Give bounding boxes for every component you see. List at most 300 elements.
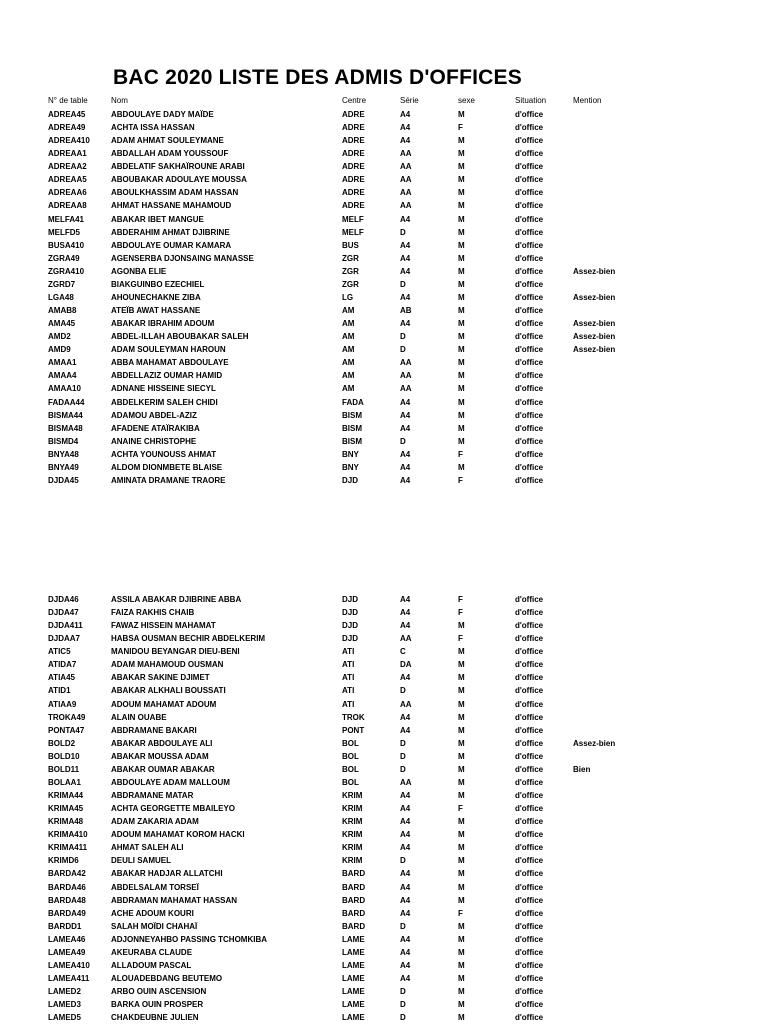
serie-cell: D	[400, 764, 406, 774]
centre-cell: ATI	[342, 660, 355, 670]
mention-cell: Assez-bien	[573, 345, 616, 355]
centre-cell: DJD	[342, 595, 359, 604]
table-number-cell: AMA45	[48, 319, 76, 329]
table-number-cell: LAMEA49	[48, 947, 86, 957]
situation-cell: d'office	[515, 712, 544, 722]
header-mention: Mention	[573, 96, 602, 105]
table-row	[0, 881, 768, 894]
name-cell: HABSA OUSMAN BECHIR ABDELKERIM	[111, 634, 266, 644]
centre-cell: ADRE	[342, 110, 365, 119]
table-number-cell: BUSA410	[48, 240, 85, 250]
centre-cell: DJD	[342, 634, 359, 644]
serie-cell: A4	[400, 934, 411, 944]
situation-cell: d'office	[515, 279, 544, 289]
centre-cell: ATI	[342, 686, 355, 696]
table-number-cell: AMD9	[48, 345, 71, 355]
table-row	[0, 186, 768, 199]
table-number-cell: ADREA410	[48, 136, 90, 146]
table-row	[0, 763, 768, 776]
table-number-cell: KRIMA411	[48, 843, 88, 853]
sexe-cell: M	[458, 201, 465, 211]
situation-cell: d'office	[515, 123, 544, 133]
name-cell: ARBO OUIN ASCENSION	[111, 987, 207, 997]
situation-cell: d'office	[515, 686, 544, 696]
name-cell: ABDERAHIM AHMAT DJIBRINE	[111, 227, 230, 237]
table-row	[0, 894, 768, 907]
situation-cell: d'office	[515, 410, 544, 420]
situation-cell: d'office	[515, 110, 544, 119]
situation-cell: d'office	[515, 436, 544, 446]
table-row	[0, 474, 768, 487]
name-cell: ACHTA GEORGETTE MBAILEYO	[111, 804, 235, 814]
name-cell: ALLADOUM PASCAL	[111, 960, 192, 970]
table-number-cell: FADAA44	[48, 397, 85, 407]
name-cell: SALAH MOÏDI CHAHAÏ	[111, 921, 198, 931]
serie-cell: A4	[400, 725, 411, 735]
centre-cell: BARD	[342, 869, 366, 879]
table-number-cell: LAMED2	[48, 987, 81, 997]
page-title: BAC 2020 LISTE DES ADMIS D'OFFICES	[113, 66, 522, 89]
sexe-cell: M	[458, 647, 465, 657]
name-cell: ABDRAMANE BAKARI	[111, 725, 197, 735]
centre-cell: BARD	[342, 921, 366, 931]
name-cell: AHMAT HASSANE MAHAMOUD	[111, 201, 232, 211]
table-number-cell: ATIAA9	[48, 699, 77, 709]
name-cell: ABAKAR MOUSSA ADAM	[111, 751, 209, 761]
table-number-cell: ADREA45	[48, 110, 86, 119]
situation-cell: d'office	[515, 777, 544, 787]
serie-cell: A4	[400, 397, 411, 407]
table-row	[0, 867, 768, 880]
centre-cell: LAME	[342, 974, 365, 984]
name-cell: FAIZA RAKHIS CHAIB	[111, 608, 195, 618]
situation-cell: d'office	[515, 660, 544, 670]
table-row	[0, 946, 768, 959]
header-sexe: sexe	[458, 96, 475, 105]
centre-cell: ADRE	[342, 136, 365, 146]
table-row	[0, 671, 768, 684]
sexe-cell: F	[458, 449, 463, 459]
sexe-cell: M	[458, 279, 465, 289]
serie-cell: A4	[400, 410, 411, 420]
table-row	[0, 920, 768, 933]
mention-cell: Assez-bien	[573, 292, 616, 302]
sexe-cell: M	[458, 738, 465, 748]
centre-cell: AM	[342, 319, 355, 329]
name-cell: ABOULKHASSIM ADAM HASSAN	[111, 188, 239, 198]
table-row	[0, 173, 768, 186]
name-cell: ABDEL-ILLAH ABOUBAKAR SALEH	[111, 332, 249, 342]
situation-cell: d'office	[515, 292, 544, 302]
table-row	[0, 160, 768, 173]
table-number-cell: MELFA41	[48, 214, 85, 224]
situation-cell: d'office	[515, 384, 544, 394]
name-cell: ADOUM MAHAMAT ADOUM	[111, 699, 217, 709]
table-row	[0, 461, 768, 474]
name-cell: ABDELLAZIZ OUMAR HAMID	[111, 371, 223, 381]
table-row	[0, 409, 768, 422]
situation-cell: d'office	[515, 987, 544, 997]
serie-cell: A4	[400, 475, 411, 485]
table-number-cell: KRIMA410	[48, 830, 88, 840]
sexe-cell: M	[458, 987, 465, 997]
situation-cell: d'office	[515, 240, 544, 250]
table-number-cell: ADREAA6	[48, 188, 87, 198]
table-number-cell: ADREAA1	[48, 149, 87, 159]
centre-cell: BISM	[342, 410, 362, 420]
serie-cell: D	[400, 921, 406, 931]
name-cell: ALAIN OUABE	[111, 712, 167, 722]
situation-cell: d'office	[515, 608, 544, 618]
name-cell: ADNANE HISSEINE SIECYL	[111, 384, 216, 394]
serie-cell: A4	[400, 974, 411, 984]
situation-cell: d'office	[515, 595, 544, 604]
table-row	[0, 278, 768, 291]
serie-cell: AA	[400, 358, 412, 368]
name-cell: CHAKDEUBNE JULIEN	[111, 1013, 199, 1023]
name-cell: AHOUNECHAKNE ZIBA	[111, 292, 201, 302]
name-cell: BIAKGUINBO EZECHIEL	[111, 279, 205, 289]
name-cell: ASSILA ABAKAR DJIBRINE ABBA	[111, 595, 242, 604]
serie-cell: A4	[400, 869, 411, 879]
table-row	[0, 698, 768, 711]
sexe-cell: M	[458, 686, 465, 696]
mention-cell: Assez-bien	[573, 319, 616, 329]
centre-cell: KRIM	[342, 843, 363, 853]
situation-cell: d'office	[515, 921, 544, 931]
table-number-cell: LGA48	[48, 292, 74, 302]
situation-cell: d'office	[515, 725, 544, 735]
centre-cell: KRIM	[342, 830, 363, 840]
serie-cell: A4	[400, 947, 411, 957]
table-row	[0, 645, 768, 658]
centre-cell: BOL	[342, 777, 359, 787]
situation-cell: d'office	[515, 188, 544, 198]
sexe-cell: M	[458, 817, 465, 827]
table-row	[0, 854, 768, 867]
name-cell: ACHE ADOUM KOURI	[111, 908, 194, 918]
sexe-cell: M	[458, 397, 465, 407]
serie-cell: AA	[400, 149, 412, 159]
table-number-cell: DJDAA7	[48, 634, 81, 644]
centre-cell: BOL	[342, 738, 359, 748]
table-number-cell: TROKA49	[48, 712, 86, 722]
table-number-cell: ADREAA2	[48, 162, 87, 172]
table-number-cell: BARDA42	[48, 869, 86, 879]
table-number-cell: KRIMD6	[48, 856, 79, 866]
sexe-cell: M	[458, 149, 465, 159]
table-number-cell: DJDA411	[48, 621, 83, 631]
table-row	[0, 422, 768, 435]
serie-cell: AA	[400, 162, 412, 172]
serie-cell: A4	[400, 621, 411, 631]
name-cell: BARKA OUIN PROSPER	[111, 1000, 204, 1010]
situation-cell: d'office	[515, 462, 544, 472]
table-row	[0, 108, 768, 121]
table-number-cell: KRIMA45	[48, 804, 84, 814]
situation-cell: d'office	[515, 634, 544, 644]
sexe-cell: M	[458, 266, 465, 276]
table-row	[0, 593, 768, 606]
sexe-cell: F	[458, 634, 463, 644]
centre-cell: KRIM	[342, 856, 363, 866]
table-number-cell: BARDD1	[48, 921, 82, 931]
table-row	[0, 737, 768, 750]
table-number-cell: BISMA48	[48, 423, 83, 433]
table-number-cell: DJDA46	[48, 595, 79, 604]
name-cell: ABAKAR OUMAR ABAKAR	[111, 764, 215, 774]
serie-cell: A4	[400, 960, 411, 970]
serie-cell: D	[400, 1000, 406, 1010]
name-cell: ABAKAR IBRAHIM ADOUM	[111, 319, 215, 329]
name-cell: ADAM ZAKARIA ADAM	[111, 817, 199, 827]
centre-cell: PONT	[342, 725, 365, 735]
name-cell: MANIDOU BEYANGAR DIEU-BENI	[111, 647, 240, 657]
sexe-cell: F	[458, 608, 463, 618]
table-row	[0, 396, 768, 409]
table-row	[0, 802, 768, 815]
sexe-cell: M	[458, 725, 465, 735]
centre-cell: BISM	[342, 436, 362, 446]
name-cell: ABAKAR IBET MANGUE	[111, 214, 204, 224]
situation-cell: d'office	[515, 621, 544, 631]
situation-cell: d'office	[515, 699, 544, 709]
serie-cell: AA	[400, 188, 412, 198]
table-row	[0, 226, 768, 239]
table-number-cell: KRIMA44	[48, 791, 84, 801]
table-row	[0, 959, 768, 972]
table-row	[0, 435, 768, 448]
table-number-cell: AMAA10	[48, 384, 81, 394]
situation-cell: d'office	[515, 266, 544, 276]
centre-cell: ATI	[342, 673, 355, 683]
name-cell: AMINATA DRAMANE TRAORE	[111, 475, 226, 485]
centre-cell: LAME	[342, 960, 365, 970]
centre-cell: BISM	[342, 423, 362, 433]
table-row	[0, 972, 768, 985]
name-cell: ABDELATIF SAKHAÏROUNE ARABI	[111, 162, 245, 172]
situation-cell: d'office	[515, 1013, 544, 1023]
sexe-cell: M	[458, 436, 465, 446]
name-cell: ALDOM DIONMBETE BLAISE	[111, 462, 223, 472]
sexe-cell: M	[458, 869, 465, 879]
table-number-cell: BARDA46	[48, 882, 86, 892]
situation-cell: d'office	[515, 175, 544, 185]
serie-cell: D	[400, 686, 406, 696]
sexe-cell: M	[458, 673, 465, 683]
centre-cell: BNY	[342, 462, 359, 472]
situation-cell: d'office	[515, 358, 544, 368]
situation-cell: d'office	[515, 214, 544, 224]
serie-cell: D	[400, 856, 406, 866]
table-row	[0, 330, 768, 343]
serie-cell: A4	[400, 712, 411, 722]
serie-cell: A4	[400, 608, 411, 618]
table-row	[0, 998, 768, 1011]
situation-cell: d'office	[515, 882, 544, 892]
sexe-cell: M	[458, 253, 465, 263]
table-row	[0, 724, 768, 737]
name-cell: ABDOULAYE OUMAR KAMARA	[111, 240, 232, 250]
situation-cell: d'office	[515, 162, 544, 172]
centre-cell: ZGR	[342, 266, 359, 276]
sexe-cell: M	[458, 882, 465, 892]
serie-cell: AA	[400, 384, 412, 394]
name-cell: ABAKAR HADJAR ALLATCHI	[111, 869, 223, 879]
name-cell: ABDELSALAM TORSEÏ	[111, 882, 199, 892]
table-row	[0, 252, 768, 265]
centre-cell: FADA	[342, 397, 364, 407]
sexe-cell: F	[458, 595, 463, 604]
centre-cell: ADRE	[342, 123, 365, 133]
sexe-cell: M	[458, 214, 465, 224]
sexe-cell: M	[458, 175, 465, 185]
centre-cell: KRIM	[342, 791, 363, 801]
name-cell: ALOUADEBDANG BEUTEMO	[111, 974, 223, 984]
table-number-cell: LAMEA46	[48, 934, 86, 944]
table-row	[0, 291, 768, 304]
serie-cell: A4	[400, 830, 411, 840]
header-situation: Situation	[515, 96, 547, 105]
situation-cell: d'office	[515, 830, 544, 840]
situation-cell: d'office	[515, 319, 544, 329]
table-number-cell: BNYA49	[48, 462, 79, 472]
situation-cell: d'office	[515, 843, 544, 853]
table-row	[0, 632, 768, 645]
name-cell: ABAKAR ABDOULAYE ALI	[111, 738, 213, 748]
serie-cell: D	[400, 751, 406, 761]
table-number-cell: ADREAA5	[48, 175, 87, 185]
serie-cell: AA	[400, 634, 412, 644]
table-row	[0, 147, 768, 160]
header-name: Nom	[111, 96, 128, 105]
name-cell: ADJONNEYAHBO PASSING TCHOMKIBA	[111, 934, 268, 944]
name-cell: ATEÏB AWAT HASSANE	[111, 306, 201, 316]
centre-cell: BOL	[342, 751, 359, 761]
situation-cell: d'office	[515, 345, 544, 355]
serie-cell: AA	[400, 175, 412, 185]
table-row	[0, 213, 768, 226]
situation-cell: d'office	[515, 149, 544, 159]
centre-cell: LAME	[342, 1013, 365, 1023]
name-cell: ABDRAMAN MAHAMAT HASSAN	[111, 895, 238, 905]
table-row	[0, 356, 768, 369]
serie-cell: A4	[400, 462, 411, 472]
sexe-cell: M	[458, 791, 465, 801]
table-row	[0, 828, 768, 841]
situation-cell: d'office	[515, 908, 544, 918]
table-number-cell: PONTA47	[48, 725, 85, 735]
sexe-cell: M	[458, 410, 465, 420]
serie-cell: A4	[400, 595, 411, 604]
centre-cell: DJD	[342, 475, 359, 485]
centre-cell: ATI	[342, 647, 355, 657]
sexe-cell: M	[458, 843, 465, 853]
serie-cell: DA	[400, 660, 412, 670]
centre-cell: AM	[342, 332, 355, 342]
sexe-cell: M	[458, 660, 465, 670]
serie-cell: A4	[400, 908, 411, 918]
name-cell: ABDOULAYE ADAM MALLOUM	[111, 777, 230, 787]
name-cell: ADAMOU ABDEL-AZIZ	[111, 410, 197, 420]
table-number-cell: ATIA45	[48, 673, 75, 683]
table-row	[0, 658, 768, 671]
name-cell: ADAM SOULEYMAN HAROUN	[111, 345, 226, 355]
table-number-cell: BOLAA1	[48, 777, 81, 787]
table-row	[0, 606, 768, 619]
situation-cell: d'office	[515, 764, 544, 774]
situation-cell: d'office	[515, 647, 544, 657]
centre-cell: BARD	[342, 895, 366, 905]
centre-cell: ADRE	[342, 149, 365, 159]
table-row	[0, 121, 768, 134]
sexe-cell: M	[458, 751, 465, 761]
sexe-cell: F	[458, 123, 463, 133]
serie-cell: A4	[400, 319, 411, 329]
table-number-cell: BARDA49	[48, 908, 86, 918]
table-row	[0, 711, 768, 724]
situation-cell: d'office	[515, 974, 544, 984]
header-centre: Centre	[342, 96, 367, 105]
name-cell: ABAKAR SAKINE DJIMET	[111, 673, 210, 683]
centre-cell: LG	[342, 292, 354, 302]
situation-cell: d'office	[515, 397, 544, 407]
situation-cell: d'office	[515, 934, 544, 944]
mention-cell: Assez-bien	[573, 738, 616, 748]
centre-cell: LAME	[342, 987, 365, 997]
serie-cell: AA	[400, 371, 412, 381]
serie-cell: AA	[400, 201, 412, 211]
centre-cell: BARD	[342, 882, 366, 892]
table-number-cell: ZGRA410	[48, 266, 85, 276]
situation-cell: d'office	[515, 751, 544, 761]
centre-cell: AM	[342, 345, 355, 355]
table-row	[0, 776, 768, 789]
sexe-cell: M	[458, 777, 465, 787]
centre-cell: AM	[342, 358, 355, 368]
table-row	[0, 448, 768, 461]
table-number-cell: ATIC5	[48, 647, 71, 657]
serie-cell: D	[400, 436, 406, 446]
centre-cell: ADRE	[342, 162, 365, 172]
sexe-cell: M	[458, 332, 465, 342]
centre-cell: ADRE	[342, 188, 365, 198]
sexe-cell: F	[458, 908, 463, 918]
name-cell: AFADENE ATAÏRAKIBA	[111, 423, 200, 433]
sexe-cell: F	[458, 804, 463, 814]
sexe-cell: M	[458, 934, 465, 944]
name-cell: ADAM MAHAMOUD OUSMAN	[111, 660, 224, 670]
situation-cell: d'office	[515, 227, 544, 237]
situation-cell: d'office	[515, 947, 544, 957]
centre-cell: ADRE	[342, 175, 365, 185]
sexe-cell: M	[458, 319, 465, 329]
situation-cell: d'office	[515, 306, 544, 316]
serie-cell: D	[400, 987, 406, 997]
name-cell: ABDELKERIM SALEH CHIDI	[111, 397, 218, 407]
sexe-cell: M	[458, 621, 465, 631]
situation-cell: d'office	[515, 804, 544, 814]
table-number-cell: LAMEA410	[48, 960, 90, 970]
sexe-cell: M	[458, 358, 465, 368]
name-cell: ACHTA YOUNOUSS AHMAT	[111, 449, 217, 459]
mention-cell: Assez-bien	[573, 266, 616, 276]
sexe-cell: M	[458, 345, 465, 355]
sexe-cell: M	[458, 856, 465, 866]
name-cell: ANAINE CHRISTOPHE	[111, 436, 197, 446]
centre-cell: AM	[342, 306, 355, 316]
situation-cell: d'office	[515, 475, 544, 485]
